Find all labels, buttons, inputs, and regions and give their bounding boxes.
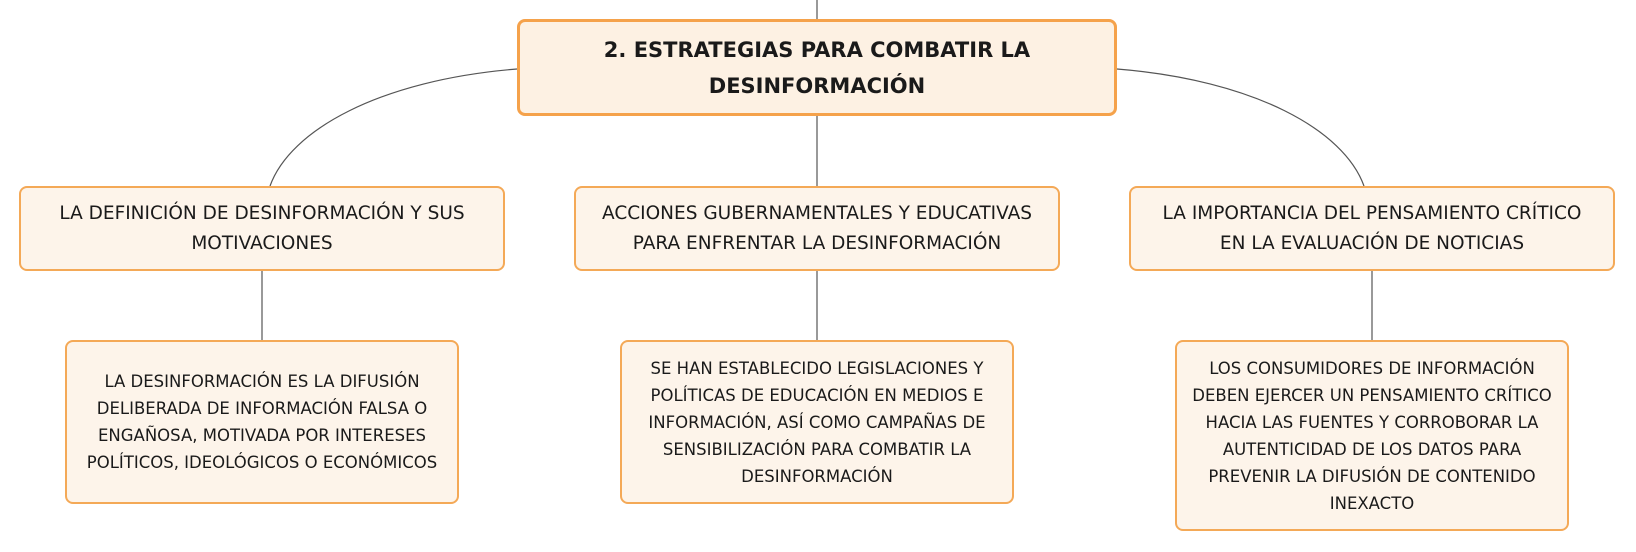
- detail-text-critical-thinking: LOS CONSUMIDORES DE INFORMACIÓN DEBEN EJERCER UN PENSAMIENTO CRÍTICO HACIA LAS FUENTES Y CORROBORAR LA AUTENTICIDAD DE LOS DATOS PARA PREVENIR LA DIFUSIÓN DE CONTENIDO INEXACTO: [1192, 358, 1552, 513]
- detail-node-definition[interactable]: [65, 340, 459, 504]
- connector-root-branch-1: [270, 69, 517, 186]
- branch-label-actions: ACCIONES GUBERNAMENTALES Y EDUCATIVAS PARA ENFRENTAR LA DESINFORMACIÓN: [602, 202, 1032, 254]
- central-topic-label: 2. ESTRATEGIAS PARA COMBATIR LA DESINFORMACIÓN: [603, 37, 1031, 98]
- detail-node-actions[interactable]: [620, 340, 1014, 504]
- connector-root-branch-3: [1117, 69, 1364, 186]
- branch-node-critical-thinking[interactable]: [1129, 186, 1615, 271]
- branch-label-definition: LA DEFINICIÓN DE DESINFORMACIÓN Y SUS MOTIVACIONES: [59, 202, 465, 254]
- detail-text-actions: SE HAN ESTABLECIDO LEGISLACIONES Y POLÍTICAS DE EDUCACIÓN EN MEDIOS E INFORMACIÓN, ASÍ COMO CAMPAÑAS DE SENSIBILIZACIÓN PARA COMBATIR LA DESINFORMACIÓN: [648, 358, 986, 486]
- branch-node-definition[interactable]: [19, 186, 505, 271]
- central-topic-node[interactable]: [517, 19, 1117, 116]
- detail-node-critical-thinking[interactable]: [1175, 340, 1569, 531]
- branch-node-actions[interactable]: [574, 186, 1060, 271]
- branch-label-critical-thinking: LA IMPORTANCIA DEL PENSAMIENTO CRÍTICO EN LA EVALUACIÓN DE NOTICIAS: [1162, 202, 1582, 254]
- detail-text-definition: LA DESINFORMACIÓN ES LA DIFUSIÓN DELIBERADA DE INFORMACIÓN FALSA O ENGAÑOSA, MOTIVADA POR INTERESES POLÍTICOS, IDEOLÓGICOS O ECONÓMICOS: [86, 372, 438, 472]
